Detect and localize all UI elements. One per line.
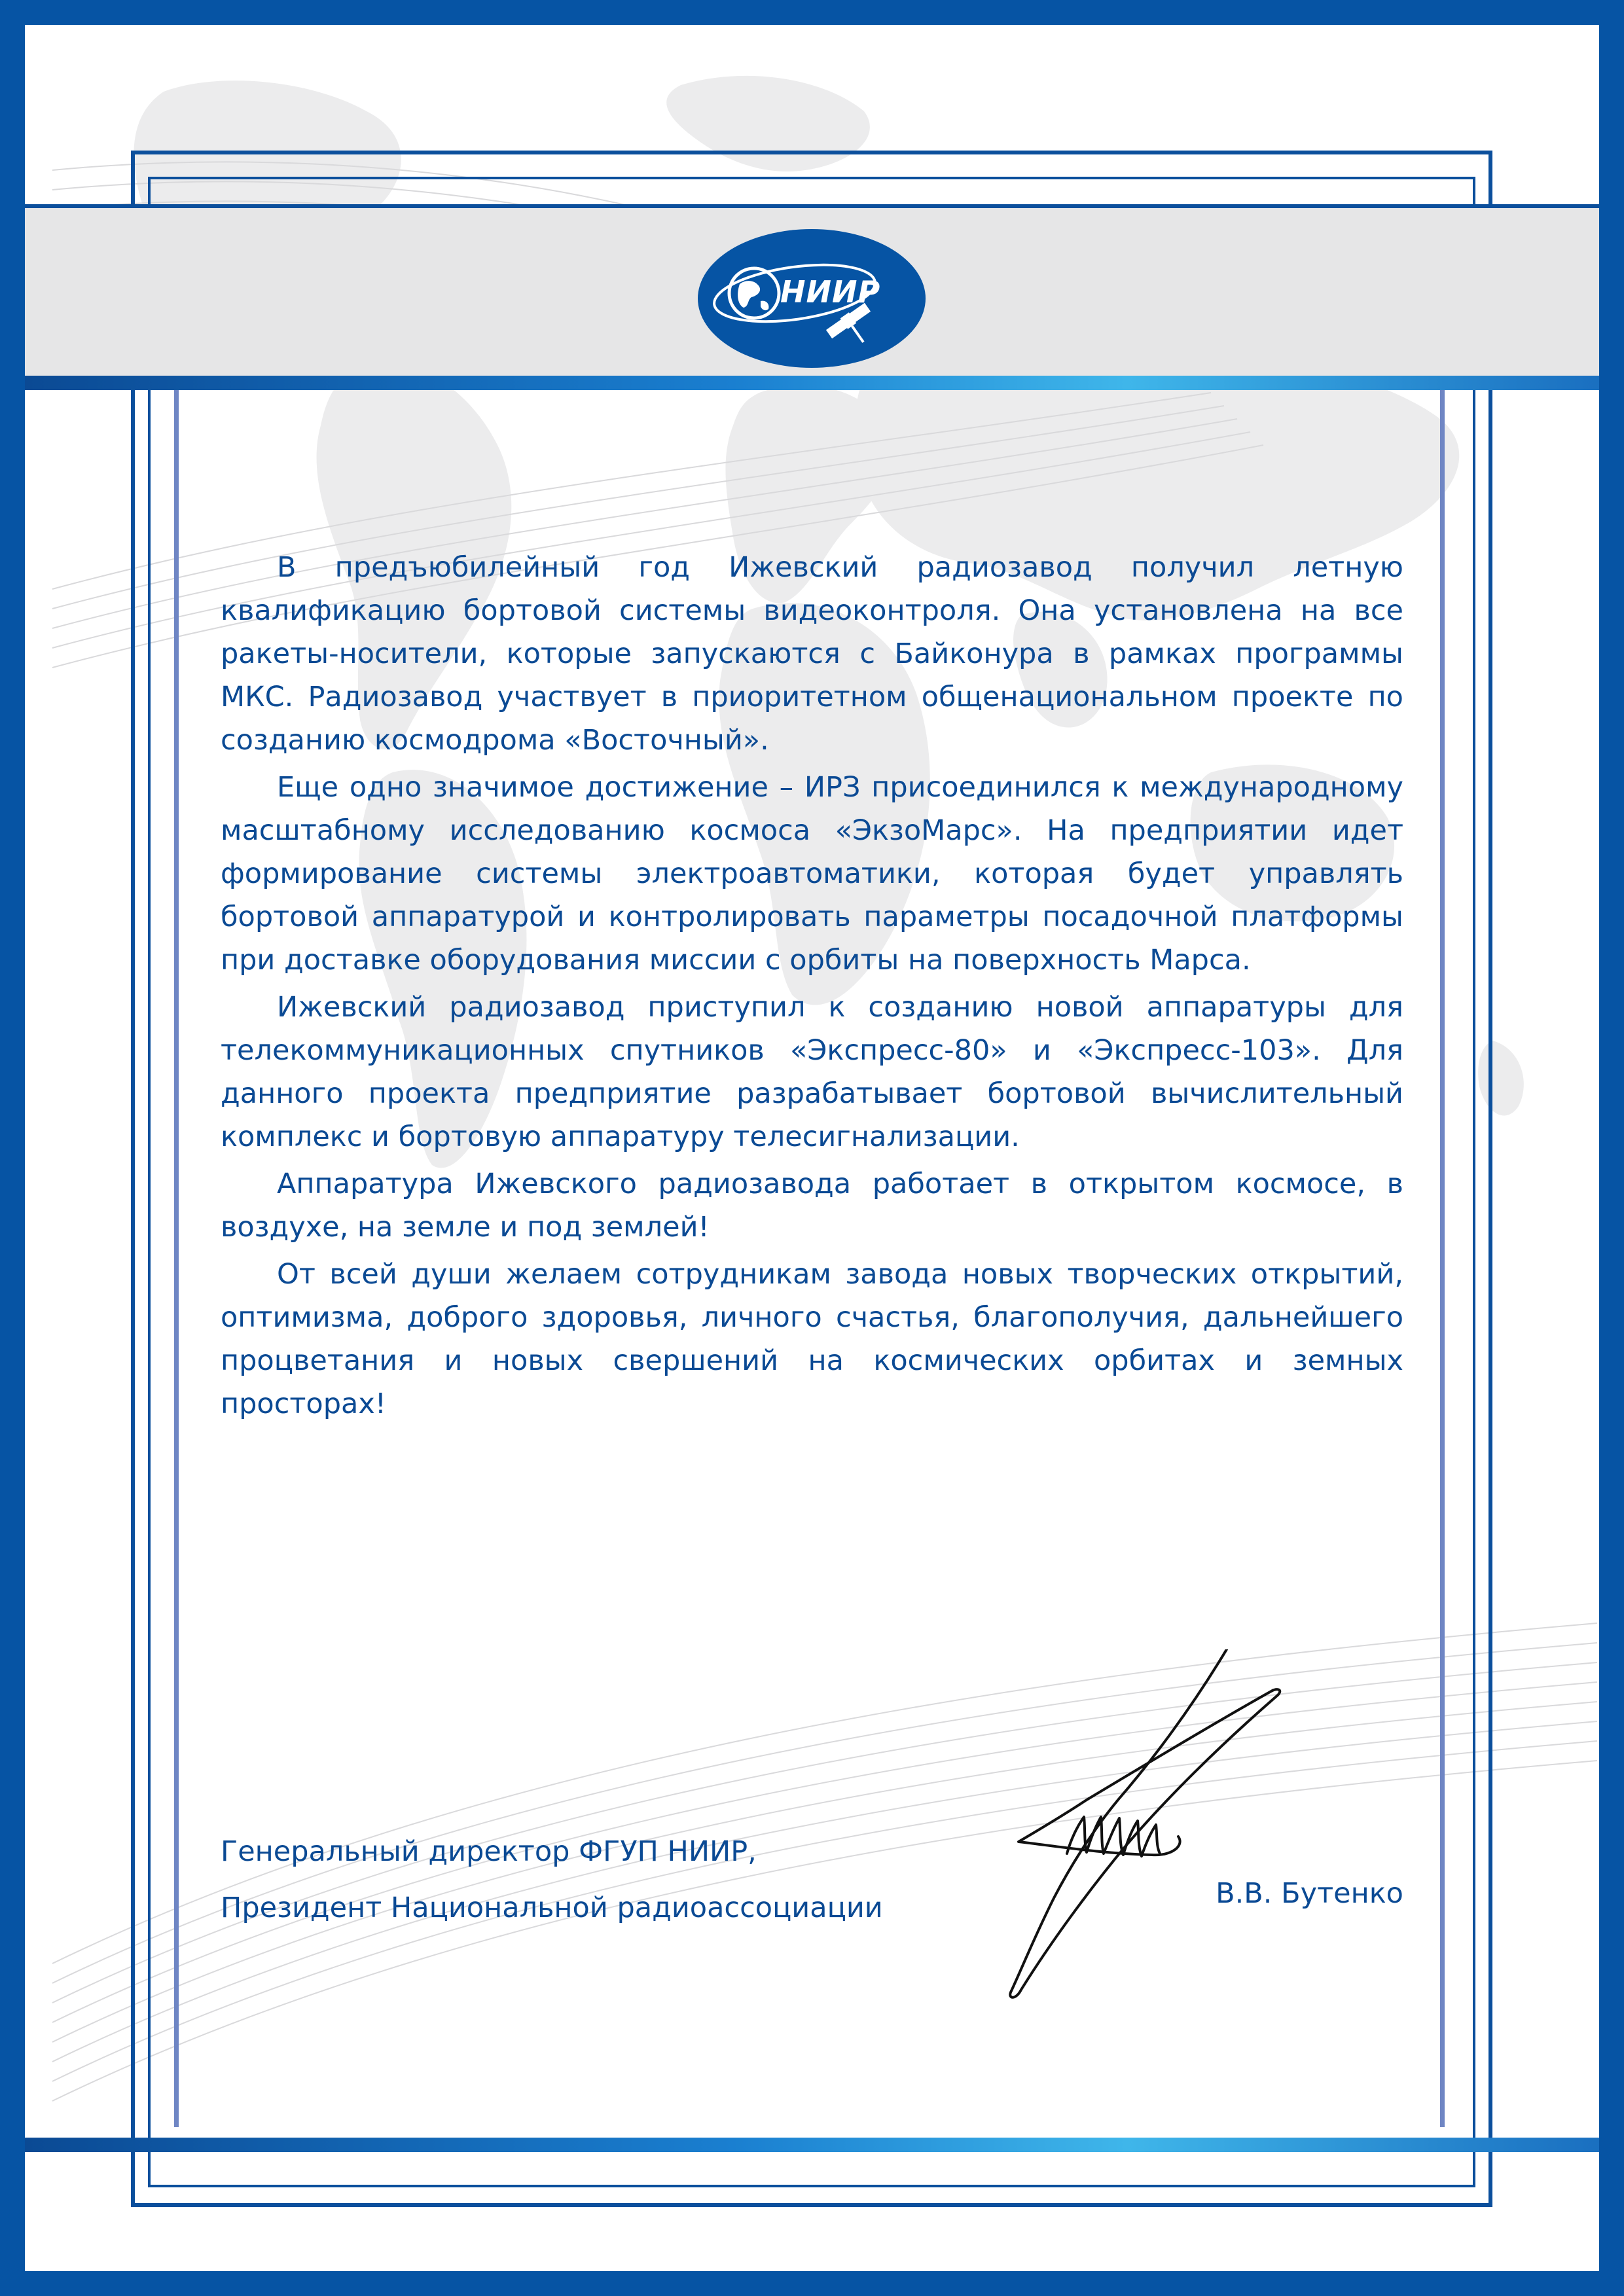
signatory-title-line2: Президент Национальной радиоассоциации [221, 1892, 883, 1924]
paragraph: От всей души желаем сотрудникам завода новых творческих открытий, оптимизма, доброго здоровья, личного счастья, благополучия, дальнейшего процветания и новых свершений на космических орбитах и земных просторах! [221, 1258, 1403, 1420]
letter-body [221, 546, 1403, 1429]
header-stripe [25, 376, 1599, 390]
footer-stripe [25, 2138, 1599, 2152]
paragraph: Еще одно значимое достижение – ИРЗ присоединился к международному масштабному исследованию космоса «ЭкзоМарс». На предприятии идет формирование системы электроавтоматики, которая будет управлять бортовой аппаратурой и контролировать параметры посадочной платформы при доставке оборудования миссии с орбиты на поверхность Марса. [221, 771, 1403, 977]
signatory-title [221, 1823, 1006, 1936]
paragraph: Аппаратура Ижевского радиозавода работает в открытом космосе, в воздухе, на земле и под землей! [221, 1168, 1403, 1244]
logo-text: НИИР [780, 274, 881, 310]
handwritten-signature [956, 1649, 1296, 2003]
paragraph: В предъюбилейный год Ижевский радиозавод получил летную квалификацию бортовой системы видеоконтроля. Она установлена на все ракеты-носители, которые запускаются с Байконура в рамках программы МКС. Радиозавод участвует в приоритетном общенациональном проекте по созданию космодрома «Восточный». [221, 551, 1403, 757]
signatory-title-line1: Генеральный директор ФГУП НИИР, [221, 1835, 757, 1868]
paragraph: Ижевский радиозавод приступил к созданию новой аппаратуры для телекоммуникационных спутников «Экспресс-80» и «Экспресс-103». Для данного проекта предприятие разрабатывает бортовой вычислительный комплекс и бортовую аппаратуру телесигнализации. [221, 991, 1403, 1153]
niir-logo [696, 228, 927, 369]
signatory-name: В.В. Бутенко [1216, 1877, 1403, 1910]
right-accent-line [1440, 386, 1445, 2127]
left-accent-line [174, 386, 179, 2127]
